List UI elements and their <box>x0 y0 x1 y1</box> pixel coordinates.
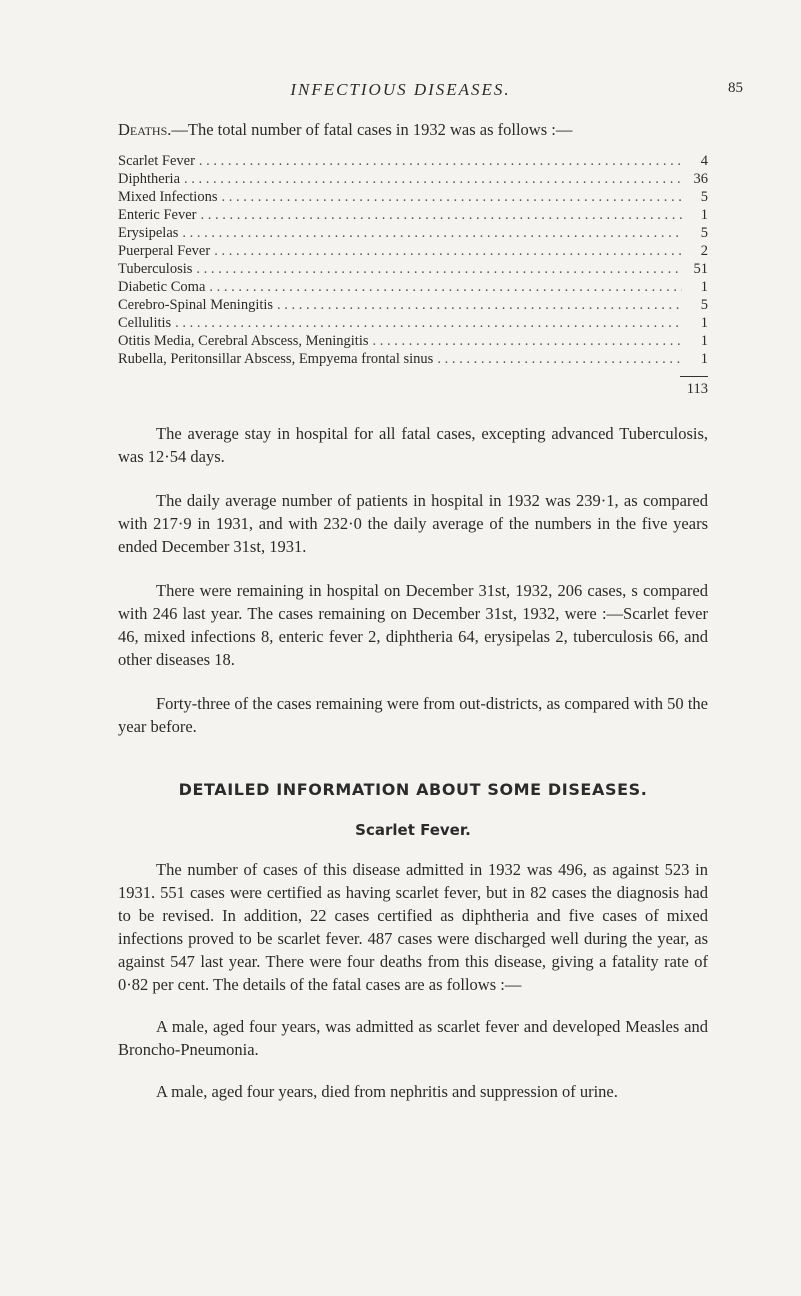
deaths-row-label: Enteric Fever <box>118 207 197 223</box>
deaths-row-label: Mixed Infections <box>118 189 218 205</box>
deaths-row-value: 1 <box>700 279 708 295</box>
dot-leader <box>373 332 683 350</box>
deaths-row-value: 1 <box>700 315 708 331</box>
dot-leader <box>199 152 682 170</box>
deaths-row-value: 1 <box>700 351 708 367</box>
deaths-row-value: 1 <box>700 207 708 223</box>
deaths-row <box>118 332 708 350</box>
deaths-row-value: 51 <box>693 261 708 277</box>
deaths-row-label: Cerebro-Spinal Meningitis <box>118 297 274 313</box>
deaths-row-value: 4 <box>700 153 708 169</box>
deaths-row-label: Otitis Media, Cerebral Abscess, Meningitis <box>118 333 369 349</box>
deaths-row <box>118 206 708 224</box>
deaths-intro <box>118 120 708 140</box>
deaths-row <box>118 188 708 206</box>
page-header <box>0 80 801 104</box>
dot-leader <box>221 188 682 206</box>
deaths-lead: Deaths. <box>118 120 172 139</box>
deaths-row-label: Erysipelas <box>118 225 179 241</box>
deaths-row-label: Diphtheria <box>118 171 181 187</box>
dot-leader <box>277 296 682 314</box>
page-number: 85 <box>728 80 743 96</box>
deaths-row-label: Diabetic Coma <box>118 279 206 295</box>
deaths-total: 113 <box>686 381 708 397</box>
deaths-row <box>118 296 708 314</box>
dot-leader <box>201 206 682 224</box>
deaths-row-value: 2 <box>700 243 708 259</box>
section-subheading: Scarlet Fever. <box>355 821 471 839</box>
paragraph-out-districts: Forty-three of the cases remaining were from out-districts, as compared with 50 the year before. <box>118 694 708 736</box>
deaths-row <box>118 152 708 170</box>
total-rule <box>680 376 708 377</box>
dot-leader <box>196 260 682 278</box>
dot-leader <box>182 224 682 242</box>
deaths-intro-text: —The total number of fatal cases in 1932 was as follows :— <box>171 120 573 139</box>
deaths-row <box>118 260 708 278</box>
section-heading: DETAILED INFORMATION ABOUT SOME DISEASES. <box>178 780 648 799</box>
deaths-row-label: Scarlet Fever <box>118 153 195 169</box>
deaths-row <box>118 350 708 368</box>
deaths-row-value: 5 <box>700 225 708 241</box>
deaths-row-label: Cellulitis <box>118 315 172 331</box>
deaths-row <box>118 170 708 188</box>
paragraph-scarlet-fever: The number of cases of this disease admitted in 1932 was 496, as against 523 in 1931. 551 cases were certified as having scarlet fever, but in 82 cases the diagnosis had to be revised. In addition, 22 cases certified as diphtheria and five cases of mixed infections proved to be scarlet fever. 487 cases were discharged well during the year, as against 547 last year. There were four deaths from this disease, giving a fatality rate of 0·82 per cent. The details of the fatal cases are as follows :— <box>118 860 708 994</box>
deaths-row <box>118 242 708 260</box>
paragraph-fatal-case-1: A male, aged four years, was admitted as scarlet fever and developed Measles and Broncho-Pneumonia. <box>118 1017 708 1059</box>
deaths-row <box>118 314 708 332</box>
dot-leader <box>214 242 682 260</box>
deaths-row-value: 1 <box>700 333 708 349</box>
deaths-table <box>118 152 708 368</box>
deaths-row-value: 5 <box>700 189 708 205</box>
deaths-row-value: 36 <box>693 171 708 187</box>
paragraph-daily-average: The daily average number of patients in hospital in 1932 was 239·1, as compared with 217·9 in 1931, and with 232·0 the daily average of the numbers in the five years ended December 31st, 1931. <box>118 491 708 556</box>
paragraph-fatal-case-2: A male, aged four years, died from nephritis and suppression of urine. <box>156 1082 618 1101</box>
deaths-row <box>118 224 708 242</box>
deaths-row-label: Rubella, Peritonsillar Abscess, Empyema frontal sinus <box>118 351 434 367</box>
running-title: INFECTIOUS DISEASES. <box>290 80 511 99</box>
paragraph-remaining-cases: There were remaining in hospital on December 31st, 1932, 206 cases, s compared with 246 last year. The cases remaining on December 31st, 1932, were :—Scarlet fever 46, mixed infections 8, enteric fever 2, diphtheria 64, erysipelas 2, tuberculosis 66, and other diseases 18. <box>118 581 708 669</box>
dot-leader <box>209 278 682 296</box>
deaths-row-label: Tuberculosis <box>118 261 193 277</box>
deaths-row-value: 5 <box>700 297 708 313</box>
deaths-row <box>118 278 708 296</box>
dot-leader <box>175 314 682 332</box>
dot-leader <box>437 350 682 368</box>
page-content <box>118 120 708 1103</box>
dot-leader <box>184 170 682 188</box>
paragraph-average-stay: The average stay in hospital for all fatal cases, excepting advanced Tuberculosis, was 12·54 days. <box>118 424 708 466</box>
deaths-row-label: Puerperal Fever <box>118 243 211 259</box>
